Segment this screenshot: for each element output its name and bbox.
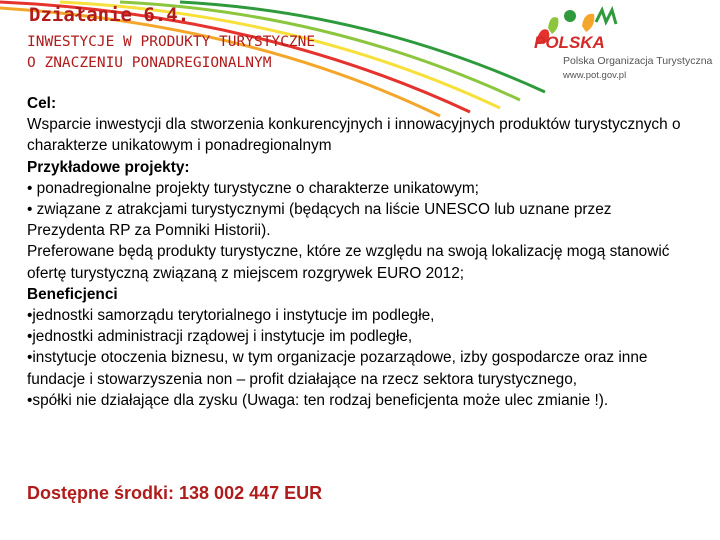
slide-body [27, 93, 692, 411]
organization-url: www.pot.gov.pl [563, 70, 627, 81]
body-paragraph: •instytucje otoczenia biznesu, w tym organizacje pozarządowe, izby gospodarcze oraz inne fundacje i stowarzyszenia non – profit działające na rzecz sektora turystycznego, [27, 349, 648, 388]
body-paragraph: • ponadregionalne projekty turystyczne o charakterze unikatowym; [27, 179, 479, 197]
logo-wordmark: POLSKA [534, 33, 605, 52]
body-paragraph: •jednostki administracji rządowej i instytucje im podległe, [27, 328, 413, 346]
section-heading: Przykładowe projekty: [27, 158, 190, 176]
slide-subtitle [27, 32, 315, 74]
section-heading: Beneficjenci [27, 285, 118, 303]
section-heading: Cel: [27, 95, 57, 112]
subtitle-line: INWESTYCJE W PRODUKTY TURYSTYCZNE [27, 34, 316, 50]
slide-title: Działanie 6.4. [29, 4, 190, 26]
organization-name: Polska Organizacja Turystyczna [563, 55, 713, 67]
body-paragraph: • związane z atrakcjami turystycznymi (będących na liście UNESCO lub uznane przez Prezydenta RP za Pomniki Historii). [27, 201, 612, 240]
body-paragraph: Preferowane będą produkty turystyczne, które ze względu na swoją lokalizację mogą stanowić ofertę turystyczną związaną z miejscem rozgrywek EURO 2012; [27, 243, 670, 282]
subtitle-line: O ZNACZENIU PONADREGIONALNYM [27, 55, 272, 71]
body-paragraph: •spółki nie działające dla zysku (Uwaga: ten rodzaj beneficjenta może ulec zmianie !). [27, 391, 609, 409]
body-paragraph: •jednostki samorządu terytorialnego i instytucje im podległe, [27, 307, 435, 325]
available-funds: Dostępne środki: 138 002 447 EUR [27, 483, 323, 503]
body-paragraph: Wsparcie inwestycji dla stworzenia konkurencyjnych i innowacyjnych produktów turystycznych o charakterze unikatowym i ponadregionalnym [27, 116, 681, 155]
